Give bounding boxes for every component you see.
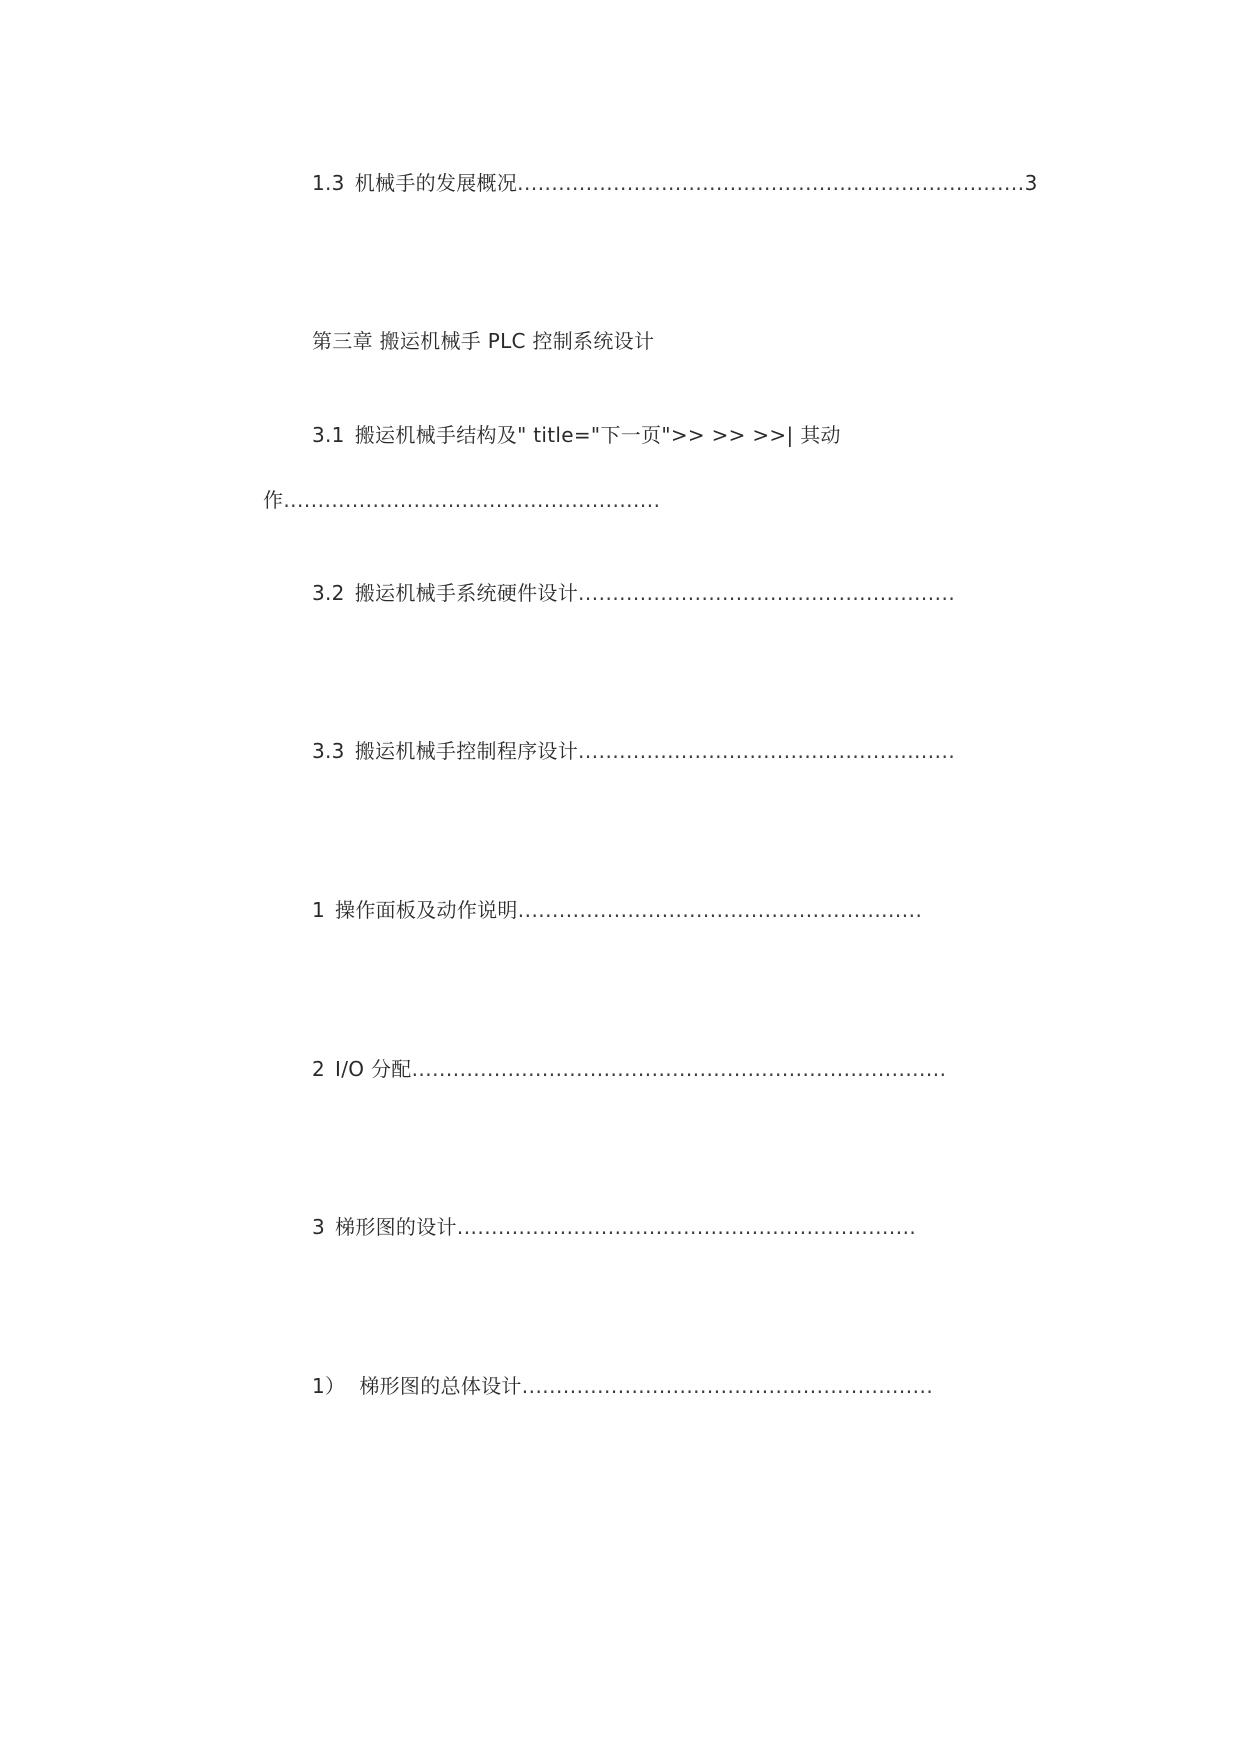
toc-entry-number: 1	[312, 898, 326, 922]
toc-entry-title: I/O 分配	[335, 1057, 412, 1081]
chapter-title: 第三章 搬运机械手 PLC 控制系统设计	[312, 329, 655, 353]
toc-entry-title: 搬运机械手控制程序设计	[354, 739, 579, 763]
toc-entry-3	[312, 1215, 916, 1239]
toc-entry-leader: ...................................................................	[456, 1215, 917, 1239]
toc-entry-1-3	[312, 171, 1038, 195]
toc-entry-leader: ............................................................	[521, 1374, 934, 1398]
toc-entry-leader: .......................................................	[578, 581, 956, 605]
toc-entry-3-2	[312, 581, 955, 605]
toc-entry-title: 操作面板及动作说明	[335, 898, 518, 922]
toc-entry-leader: ..........................................................................	[517, 171, 1025, 195]
toc-entry-leader: .......................................................	[578, 739, 956, 763]
toc-entry-leader: .......................................................	[283, 488, 661, 512]
toc-entry-number: 1）	[312, 1374, 346, 1398]
toc-entry-title: 搬运机械手结构及" title="下一页">> >> >>| 其动	[354, 423, 841, 447]
toc-entry-title-continued: 作	[263, 488, 284, 512]
toc-entry-number: 1.3	[312, 171, 345, 195]
toc-entry-3-3	[312, 739, 955, 763]
toc-entry-leader: ..............................................................................	[411, 1057, 947, 1081]
toc-entry-title: 梯形图的总体设计	[359, 1374, 522, 1398]
toc-entry-number: 2	[312, 1057, 326, 1081]
toc-entry-3-1-continued	[263, 488, 660, 512]
toc-entry-page: 3	[1024, 171, 1038, 195]
toc-entry-number: 3.2	[312, 581, 345, 605]
toc-entry-title: 梯形图的设计	[335, 1215, 457, 1239]
toc-entry-number: 3.3	[312, 739, 345, 763]
toc-entry-number: 3.1	[312, 423, 345, 447]
toc-entry-leader: ...........................................................	[517, 898, 923, 922]
toc-entry-1-paren	[312, 1374, 933, 1398]
toc-entry-title: 搬运机械手系统硬件设计	[354, 581, 579, 605]
chapter-3-heading	[312, 329, 654, 353]
toc-entry-1	[312, 898, 922, 922]
toc-entry-number: 3	[312, 1215, 326, 1239]
toc-entry-3-1	[312, 423, 841, 447]
toc-entry-2	[312, 1057, 946, 1081]
toc-entry-title: 机械手的发展概况	[354, 171, 518, 195]
